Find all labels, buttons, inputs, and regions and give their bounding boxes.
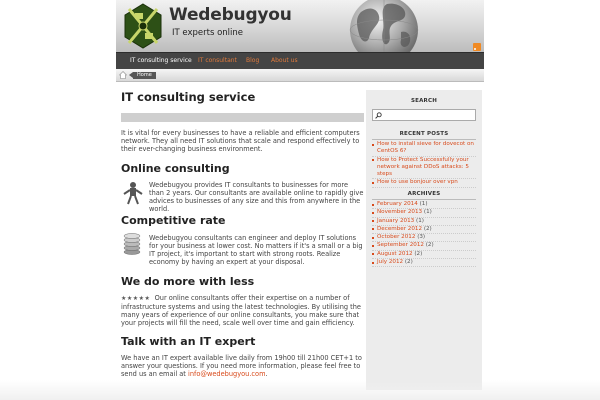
archive-month[interactable]: July 2012 (377, 259, 404, 266)
main-navigation (116, 52, 484, 69)
talk-with-expert-paragraph (121, 354, 364, 378)
section-heading-talk-with-expert: Talk with an IT expert (121, 335, 256, 348)
bug-logo-icon[interactable] (123, 3, 163, 49)
archive-count: (1) (419, 201, 428, 207)
archive-link[interactable] (372, 209, 476, 217)
title-divider (121, 113, 364, 122)
archive-month[interactable]: November 2013 (377, 209, 423, 216)
online-consulting-text: Wedebugyou provides IT consultants to businesses for more than 2 years. Our consultants are available online to rapidly give advices to businesses of any size and this from anywhere in the world. (149, 181, 364, 213)
archive-count: (2) (404, 259, 413, 266)
archive-count: (1) (416, 217, 424, 224)
page-wrapper (116, 0, 484, 400)
breadcrumb (116, 69, 484, 82)
more-with-less-paragraph (121, 294, 364, 327)
archive-count: (2) (414, 250, 423, 257)
rating-stars-icon: ★★★★★ (121, 295, 151, 302)
recent-posts-list (372, 141, 476, 188)
recent-posts-divider (372, 139, 476, 140)
recent-post-link[interactable]: How to install sieve for dovecot on CentOS 6? (372, 141, 476, 157)
search-input[interactable] (372, 109, 476, 121)
archives-title: ARCHIVES (407, 191, 441, 197)
site-tagline: IT experts online (172, 28, 244, 38)
nav-item-it-consulting-service[interactable]: IT consulting service (130, 57, 192, 64)
archive-link[interactable] (372, 218, 476, 226)
archive-link[interactable] (372, 201, 476, 209)
nav-item-blog[interactable]: Blog (246, 57, 260, 64)
talk-with-expert-text-end: . (265, 370, 268, 378)
page-title: IT consulting service (121, 90, 256, 104)
archives-list (372, 201, 476, 267)
archive-link[interactable] (372, 242, 476, 250)
recent-post-link[interactable]: How to Protect Successfully your network against DDoS attacks: 5 steps (372, 157, 476, 180)
archive-month[interactable]: February 2014 (377, 201, 418, 207)
site-title[interactable]: Wedebugyou (169, 5, 292, 25)
talk-with-expert-text: We have an IT expert available live daily from 19h00 till 21h00 CET+1 to answer your questions. If you need more information, please feel free to send us an email at (121, 354, 362, 378)
competitive-rate-text-a (149, 234, 364, 266)
archive-link[interactable] (372, 226, 476, 234)
recent-post-link[interactable]: How to use bonjour over vpn (372, 179, 476, 187)
competitive-rate-text: Wedebugyou consultants can engineer and deploy IT solutions for your business at lower cost. No matters if it's a small or a big IT project, it's important to start with strong roots. Realize economy by having an expert at your disposal. (149, 234, 363, 266)
archive-month[interactable]: October 2012 (377, 234, 416, 241)
archive-link[interactable] (372, 234, 476, 242)
archive-count: (2) (425, 242, 434, 249)
rss-icon[interactable] (473, 43, 481, 51)
archive-count: (1) (423, 209, 432, 216)
recent-posts-title: RECENT POSTS (399, 131, 449, 137)
contact-email-link[interactable]: info@wedebugyou.com (188, 370, 266, 378)
archive-link[interactable] (372, 251, 476, 259)
archive-count: (2) (423, 225, 432, 232)
archive-count: (3) (417, 234, 426, 241)
globe-icon (341, 0, 427, 52)
section-heading-competitive-rate: Competitive rate (121, 214, 226, 227)
coin-stack-icon (123, 233, 141, 255)
archives-divider (372, 199, 476, 200)
nav-item-about-us[interactable]: About us (271, 57, 298, 64)
site-header (116, 0, 484, 52)
archive-month[interactable]: August 2012 (377, 250, 413, 257)
consultant-figure-icon (121, 181, 145, 205)
archive-link[interactable] (372, 259, 476, 267)
archive-month[interactable]: September 2012 (377, 242, 424, 249)
nav-item-it-consultant[interactable]: IT consultant (198, 57, 237, 64)
intro-text: It is vital for every businesses to have a reliable and efficient computers network. They all need IT solutions that scale and respond effectively to their ever-changing business environment. (121, 129, 360, 153)
sidebar (366, 90, 482, 390)
search-widget-title: SEARCH (410, 98, 438, 104)
search-icon[interactable] (375, 112, 382, 119)
home-icon[interactable] (119, 71, 127, 79)
page-bottom-fade (0, 380, 600, 400)
breadcrumb-home[interactable]: Home (133, 72, 156, 79)
archive-month[interactable]: December 2012 (377, 225, 423, 232)
more-with-less-text: Our online consultants offer their expertise on a number of infrastructure systems and using the latest technologies. By utilising the many years of experience of our online consultants, you make sure that your projects will fill the need, scale well over time and gain efficiency. (121, 294, 361, 327)
archive-month[interactable]: January 2013 (377, 217, 415, 224)
section-heading-online-consulting: Online consulting (121, 162, 230, 175)
section-heading-more-with-less: We do more with less (121, 275, 255, 288)
